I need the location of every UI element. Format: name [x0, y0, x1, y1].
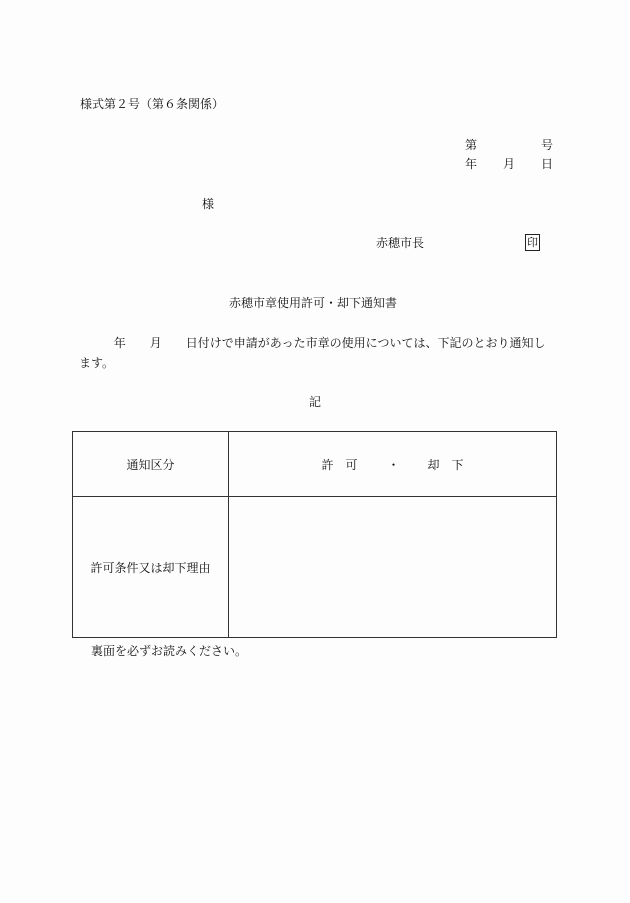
conditions-reason-field [229, 497, 556, 637]
footnote: 裏面を必ずお読みください。 [91, 644, 248, 658]
document-number-suffix: 号 [541, 138, 554, 152]
issuer-title: 赤穂市長 [376, 236, 425, 250]
date-day-label: 日 [541, 157, 554, 171]
option-separator: ・ [387, 457, 400, 472]
recipient-honorific: 様 [202, 197, 215, 211]
notice-table [72, 431, 557, 638]
document-number-label: 第 [465, 138, 478, 152]
notice-category-label [73, 432, 228, 496]
conditions-reason-label-text: 許可条件又は却下理由 [90, 560, 211, 575]
option-permit: 許 可 [321, 457, 358, 472]
notice-category-options [229, 432, 556, 496]
form-number: 様式第２号（第６条関係） [80, 97, 225, 111]
date-year-label: 年 [465, 157, 478, 171]
notice-category-label-text: 通知区分 [126, 457, 175, 472]
conditions-reason-label [73, 497, 228, 637]
document-title: 赤穂市章使用許可・却下通知書 [229, 296, 398, 310]
date-month-label: 月 [503, 157, 516, 171]
seal-mark: 印 [527, 236, 538, 249]
body-text: 年 月 日付けで申請があった市章の使用については、下記のとおり通知します。 [79, 336, 546, 370]
option-reject: 却 下 [427, 457, 464, 472]
ki-heading: 記 [309, 395, 322, 409]
